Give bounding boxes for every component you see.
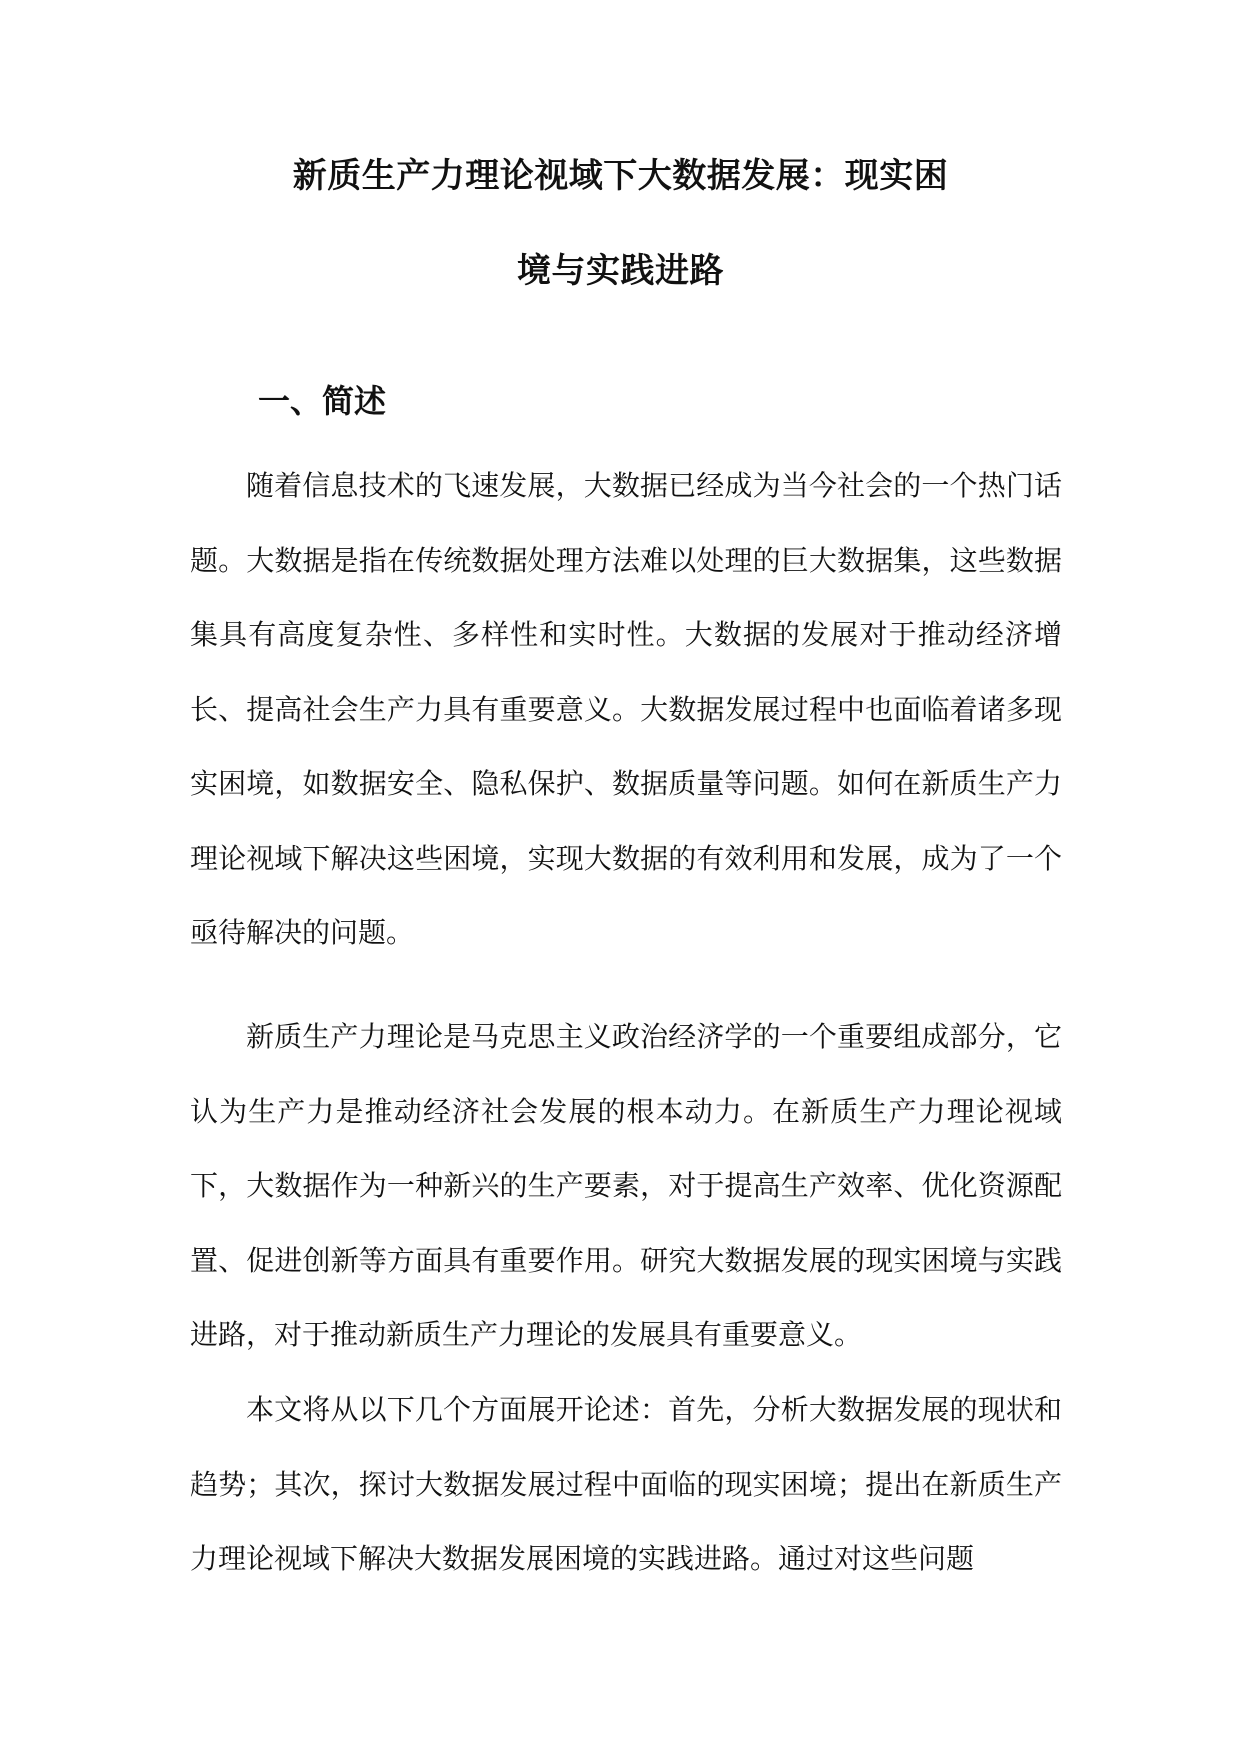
section-heading: 一、简述 — [258, 382, 387, 420]
paragraph-1: 随着信息技术的飞速发展，大数据已经成为当今社会的一个热门话题。大数据是指在传统数据处理方法难以处理的巨大数据集，这些数据集具有高度复杂性、多样性和实时性。大数据的发展对于推动经济增长、提高社会生产力具有重要意义。大数据发展过程中也面临着诸多现实困境，如数据安全、隐私保护、数据质量等问题。如何在新质生产力理论视域下解决这些困境，实现大数据的有效利用和发展，成为了一个亟待解决的问题。 — [190, 469, 1062, 949]
paragraph-2: 新质生产力理论是马克思主义政治经济学的一个重要组成部分，它认为生产力是推动经济社会发展的根本动力。在新质生产力理论视域下，大数据作为一种新兴的生产要素，对于提高生产效率、优化资源配置、促进创新等方面具有重要作用。研究大数据发展的现实困境与实践进路，对于推动新质生产力理论的发展具有重要意义。 — [190, 1020, 1062, 1351]
paragraph-3: 本文将从以下几个方面展开论述：首先，分析大数据发展的现状和趋势；其次，探讨大数据发展过程中面临的现实困境；提出在新质生产力理论视域下解决大数据发展困境的实践进路。通过对这些问题 — [190, 1393, 1062, 1575]
document-title-line-2: 境与实践进路 — [517, 251, 724, 291]
document-title-line-1: 新质生产力理论视域下大数据发展：现实困 — [292, 156, 949, 196]
